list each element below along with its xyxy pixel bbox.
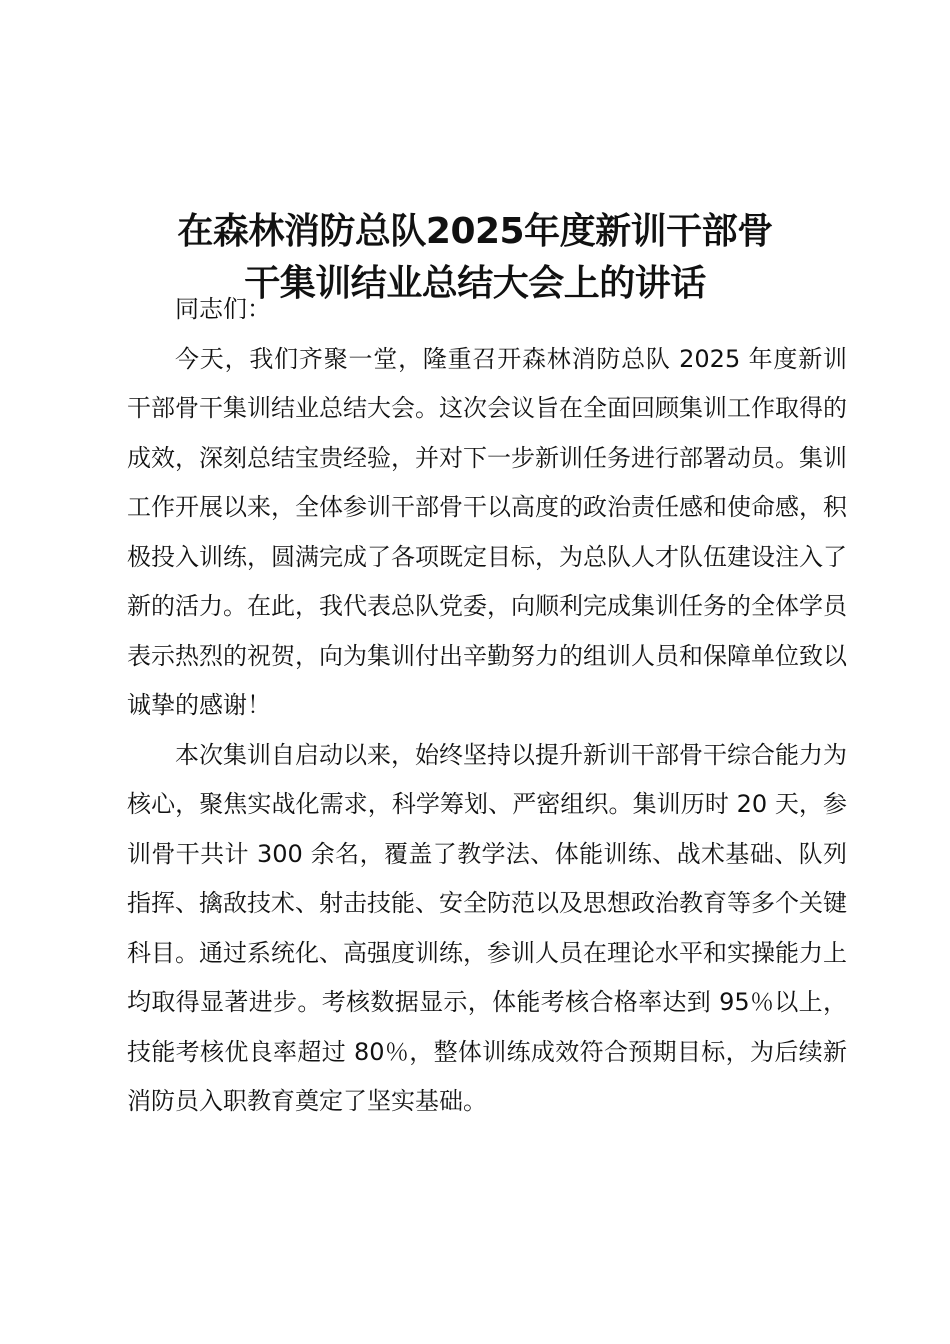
paragraph-2: 本次集训自启动以来，始终坚持以提升新训干部骨干综合能力为核心，聚焦实战化需求，科学筹划、严密组织。集训历时 20 天，参训骨干共计 300 余名，覆盖了教学法、体能训练、战术基础、队列指挥、擒敌技术、射击技能、安全防范以及思想政治教育等多个关键科目。通过系统化、高强度训练，参训人员在理论水平和实操能力上均取得显著进步。考核数据显示，体能考核合格率达到 95％以上，技能考核优良率超过 80％，整体训练成效符合预期目标，为后续新消防员入职教育奠定了坚实基础。	[127, 740, 847, 1115]
salutation: 同志们：	[175, 295, 271, 323]
document-body	[127, 285, 847, 1127]
title-line-1: 在森林消防总队2025年度新训干部骨	[177, 211, 773, 253]
paragraph-1: 今天，我们齐聚一堂，隆重召开森林消防总队 2025 年度新训干部骨干集训结业总结大会。这次会议旨在全面回顾集训工作取得的成效，深刻总结宝贵经验，并对下一步新训任务进行部署动员。集训工作开展以来，全体参训干部骨干以高度的政治责任感和使命感，积极投入训练，圆满完成了各项既定目标，为总队人才队伍建设注入了新的活力。在此，我代表总队党委，向顺利完成集训任务的全体学员表示热烈的祝贺，向为集训付出辛勤努力的组训人员和保障单位致以诚挚的感谢！	[127, 344, 847, 719]
title-line-2: 干集训结业总结大会上的讲话	[244, 263, 706, 305]
